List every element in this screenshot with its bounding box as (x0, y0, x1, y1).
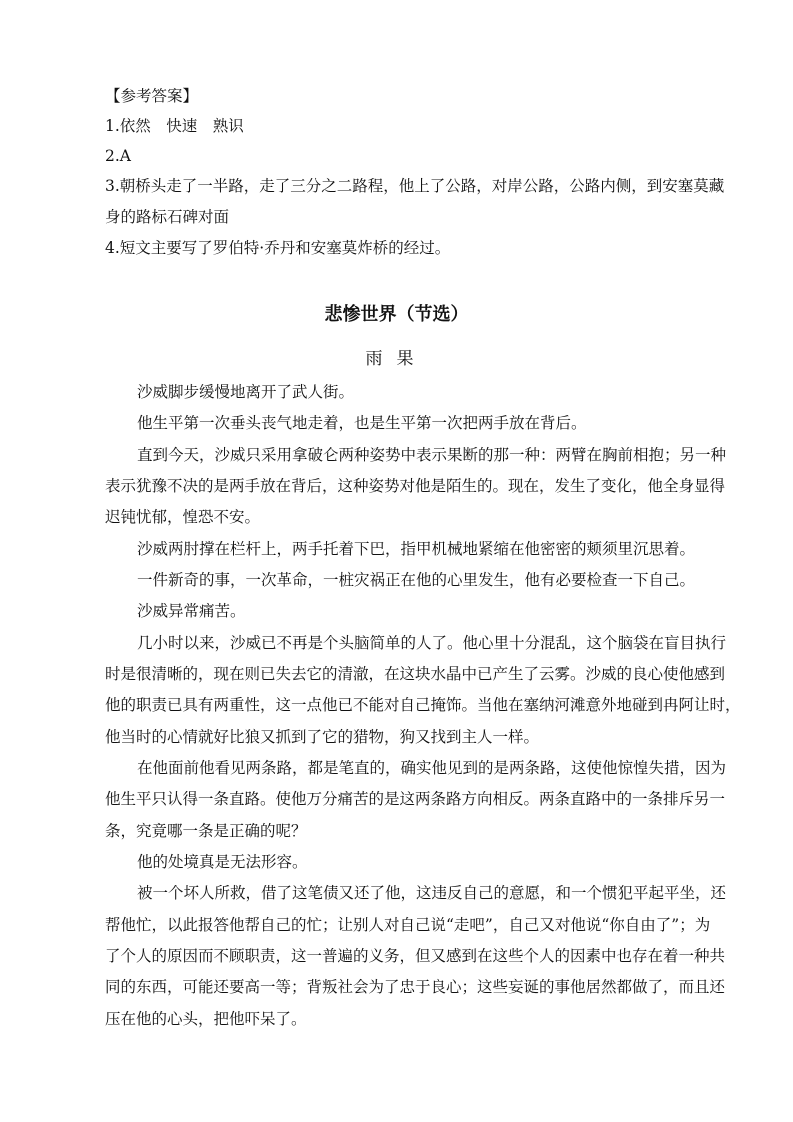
article-line: 他生平第一次垂头丧气地走着，也是生平第一次把两手放在背后。 (137, 414, 587, 432)
article-line: 条，究竟哪一条是正确的呢？ (105, 822, 307, 840)
article-line: 他的处境真是无法形容。 (137, 853, 308, 871)
article-line: 他的职责已具有两重性，这一点他已不能对自己掩饰。当他在塞纳河滩意外地碰到冉阿让时， (105, 696, 741, 714)
article-line: 沙威脚步缓慢地离开了武人街。 (137, 383, 355, 401)
answer-3-line-2: 身的路标石碑对面 (105, 208, 230, 226)
article-line: 他生平只认得一条直路。使他万分痛苦的是这两条路方向相反。两条直路中的一条排斥另一 (105, 790, 726, 808)
answer-4: 4.短文主要写了罗伯特·乔丹和安塞莫炸桥的经过。 (105, 239, 451, 257)
article-author: 雨果 (365, 349, 428, 369)
article-line: 时是很清晰的，现在则已失去它的清澈，在这块水晶中已产生了云雾。沙威的良心使他感到 (105, 665, 726, 683)
article-line: 帮他忙，以此报答他帮自己的忙；让别人对自己说“走吧”，自己又对他说“你自由了”；为 (105, 916, 711, 934)
article-line: 直到今天，沙威只采用拿破仑两种姿势中表示果断的那一种：两臂在胸前相抱；另一种 (137, 446, 727, 464)
article-line: 同的东西，可能还要高一等；背叛社会为了忠于良心；这些妄诞的事他居然都做了，而且还 (105, 978, 726, 996)
article-line: 沙威异常痛苦。 (137, 602, 246, 620)
answers-header: 【参考答案】 (105, 87, 199, 105)
article-line: 迟钝忧郁，惶恐不安。 (105, 508, 261, 526)
article-line: 了个人的原因而不顾职责，这一普遍的义务，但又感到在这些个人的因素中也存在着一种共 (105, 947, 726, 965)
article-line: 沙威两肘撑在栏杆上，两手托着下巴，指甲机械地紧缩在他密密的颊须里沉思着。 (137, 540, 696, 558)
article-line: 压在他的心头，把他吓呆了。 (105, 1010, 307, 1028)
answer-2: 2.A (105, 147, 131, 165)
article-line: 他当时的心情就好比狼又抓到了它的猎物，狗又找到主人一样。 (105, 728, 540, 746)
article-line: 几小时以来，沙威已不再是个头脑简单的人了。他心里十分混乱，这个脑袋在盲目执行 (137, 634, 727, 652)
answer-3-line-1: 3.朝桥头走了一半路，走了三分之二路程，他上了公路，对岸公路，公路内侧，到安塞莫藏 (105, 177, 725, 195)
article-line: 一件新奇的事，一次革命，一桩灾祸正在他的心里发生，他有必要检查一下自己。 (137, 571, 696, 589)
article-title: 悲惨世界（节选） (324, 304, 469, 325)
answer-1: 1.依然 快速 熟识 (105, 117, 244, 135)
article-line: 表示犹豫不决的是两手放在背后，这种姿势对他是陌生的。现在，发生了变化，他全身显得 (105, 477, 726, 495)
article-line: 在他面前他看见两条路，都是笔直的，确实他见到的是两条路，这使他惊惶失措，因为 (137, 759, 727, 777)
article-line: 被一个坏人所救，借了这笔债又还了他，这违反自己的意愿，和一个惯犯平起平坐，还 (137, 884, 727, 902)
